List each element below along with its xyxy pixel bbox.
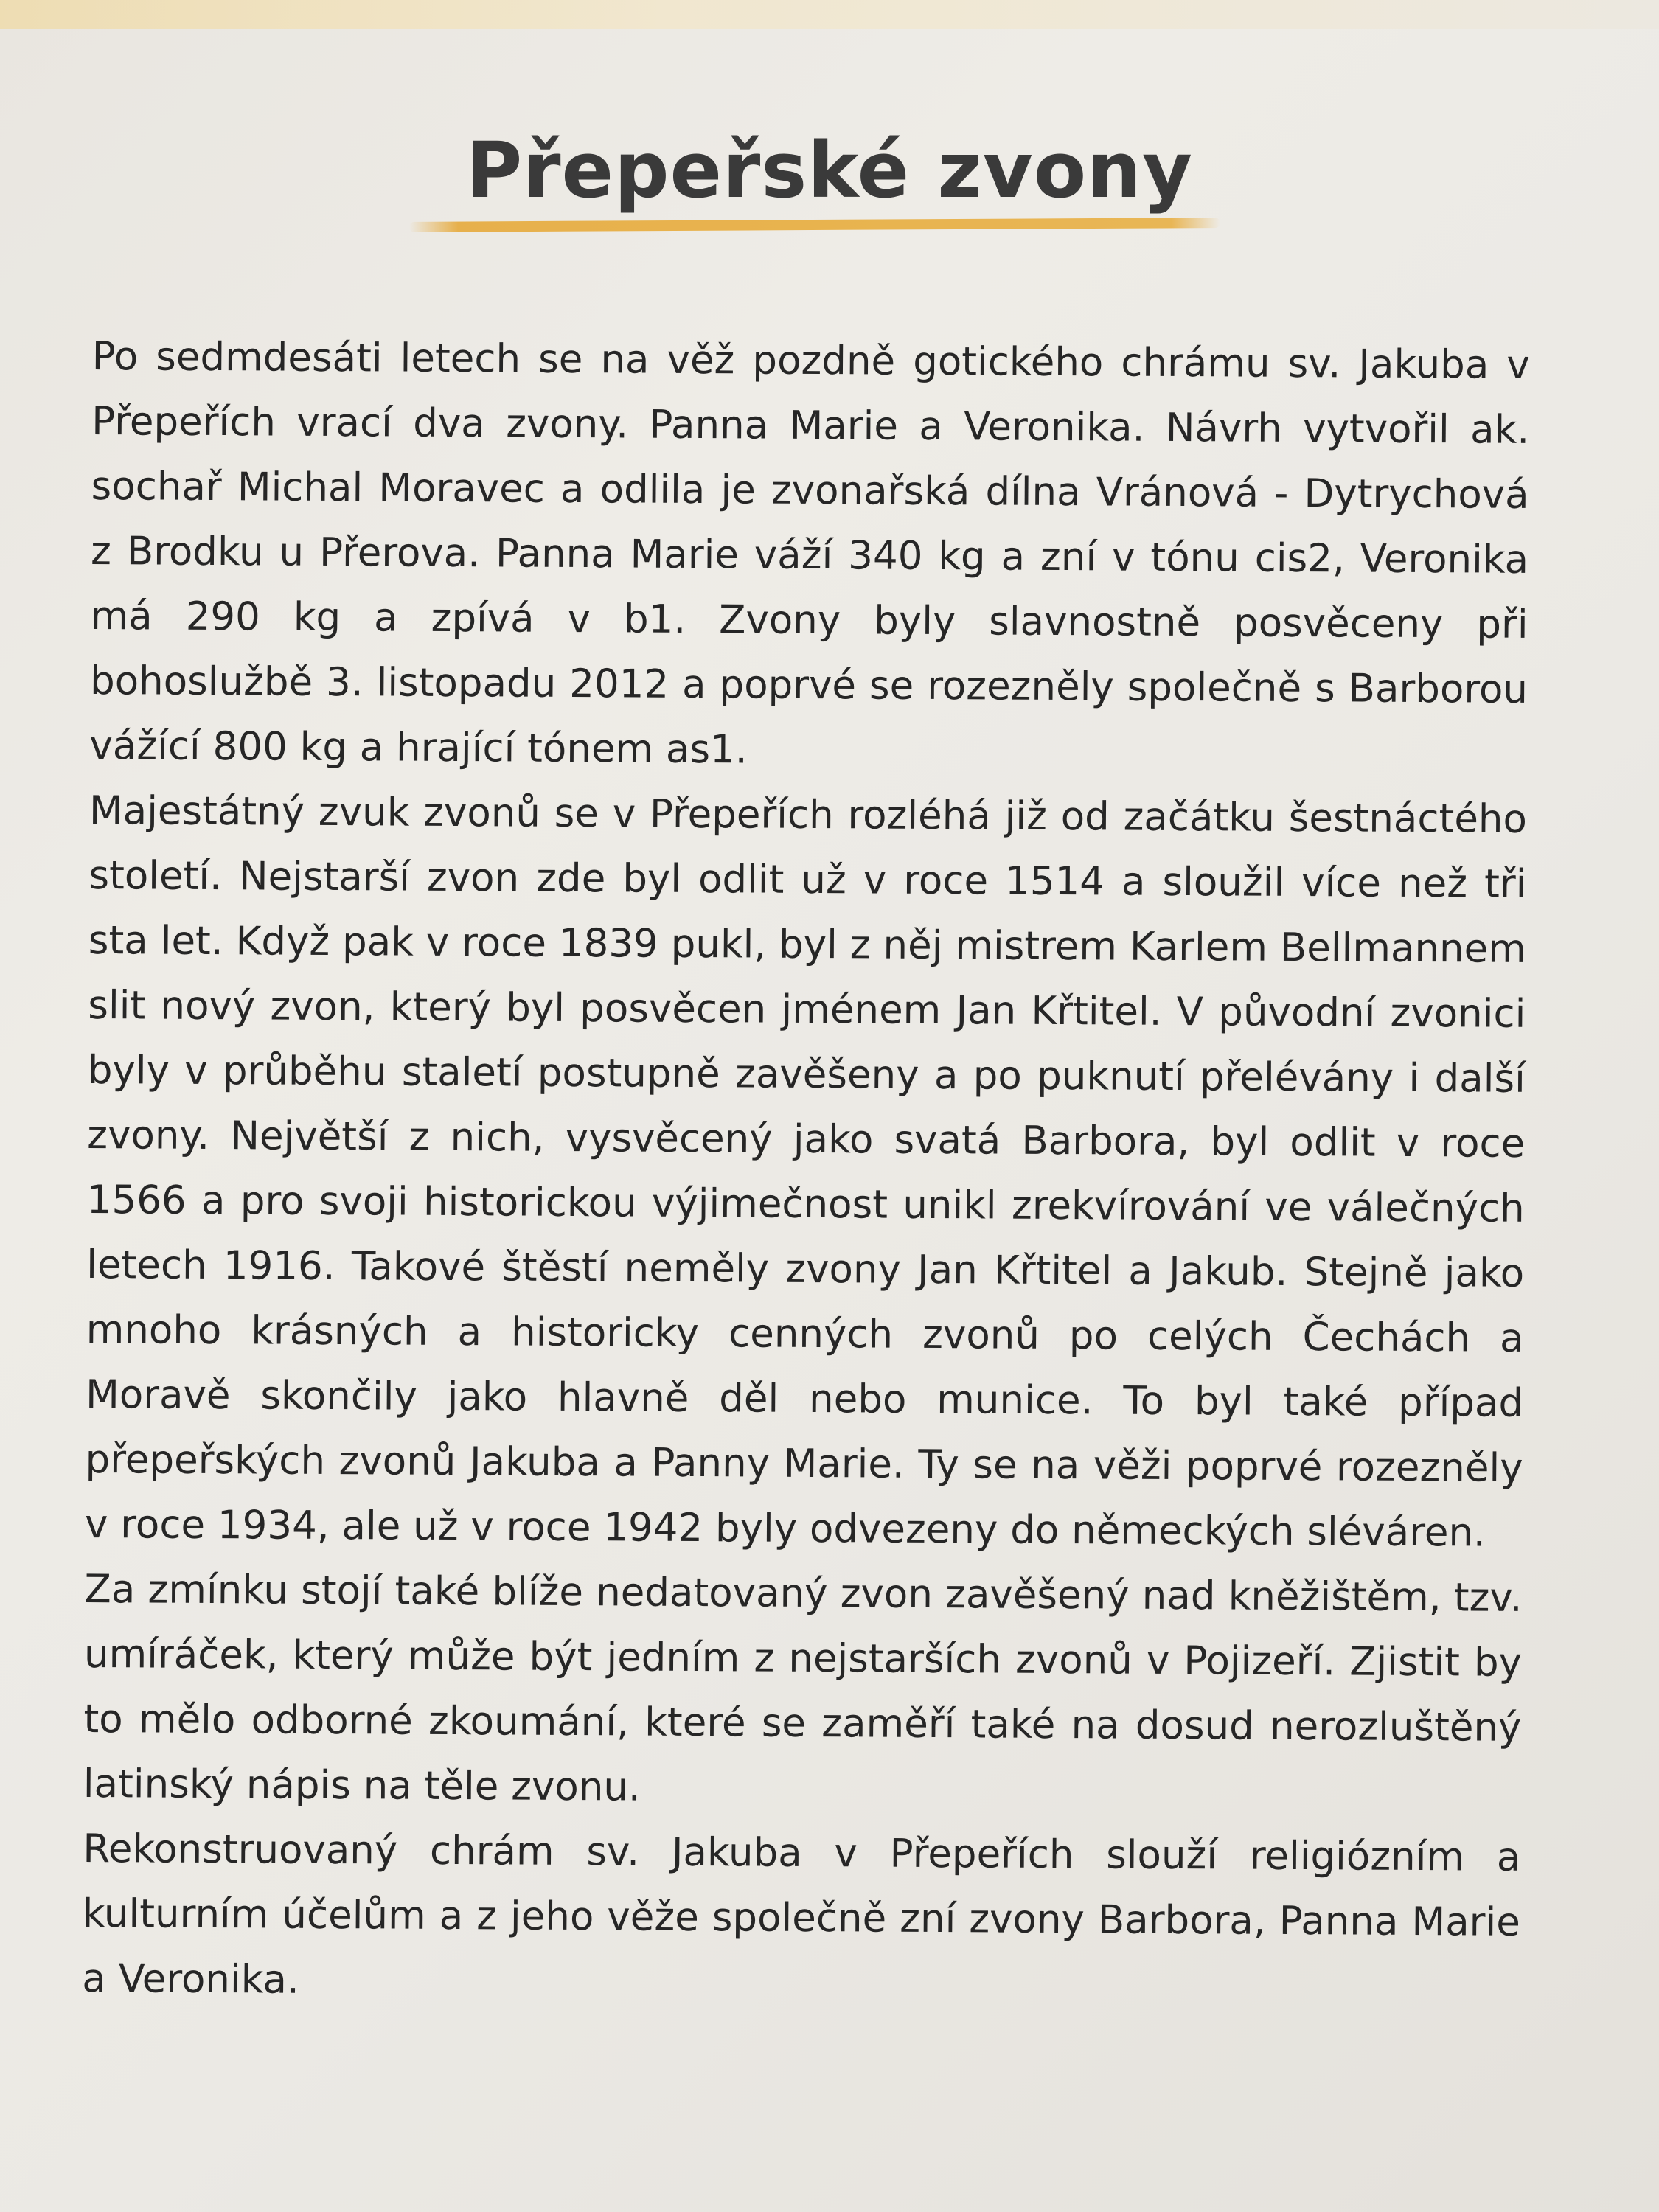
title-container — [0, 125, 1659, 226]
paragraph-reconstruction: Rekonstruovaný chrám sv. Jakuba v Přepeřích slouží religiózním a kulturním účelům a z jeho věže společně zní zvony Barbora, Panna Marie a Veronika. — [82, 1826, 1521, 2003]
document-title: Přepeřské zvony — [466, 125, 1193, 215]
paragraph-umiracek: Za zmínku stojí také blíže nedatovaný zvon zavěšený nad kněžištěm, tzv. umíráček, který může být jedním z nejstarších zvonů v Pojizeří. Zjistit by to mělo odborné zkoumání, které se zaměří také na dosud nerozluštěný latinský nápis na těle zvonu. — [83, 1566, 1523, 1810]
paragraph-history: Majestátný zvuk zvonů se v Přepeřích rozléhá již od začátku šestnáctého století. Nejstarší zvon zde byl odlit už v roce 1514 a sloužil více než tři sta let. Když pak v roce 1839 pukl, byl z něj mistrem Karlem Bellmannem slit nový zvon, který byl posvěcen jménem Jan Křtitel. V původní zvonici byly v průběhu staletí postupně zavěšeny a po puknutí přelévány i další zvony. Největší z nich, vysvěcený jako svatá Barbora, byl odlit v roce 1566 a pro svoji historickou výjimečnost unikl zrekvírování ve válečných letech 1916. Takové štěstí neměly zvony Jan Křtitel a Jakub. Stejně jako mnoho krásných a historicky cenných zvonů po celých Čechách a Moravě skončily jako hlavně děl nebo munice. To byl také případ přepeřských zvonů Jakuba a Panny Marie. Ty se na věži poprvé rozezněly v roce 1934, ale už v roce 1942 byly odvezeny do německých sléváren. — [84, 787, 1528, 1556]
document-body — [82, 324, 1530, 2020]
paragraph-new-bells: Po sedmdesáti letech se na věž pozdně gotického chrámu sv. Jakuba v Přepeřích vrací dva zvony. Panna Marie a Veronika. Návrh vytvořil ak. sochař Michal Moravec a odlila je zvonařská dílna Vránová - Dytrychová z Brodku u Přerova. Panna Marie váží 340 kg a zní v tónu cis2, Veronika má 290 kg a zpívá v b1. Zvony byly slavnostně posvěceny při bohoslužbě 3. listopadu 2012 a poprvé se rozezněly společně s Barborou vážící 800 kg a hrající tónem as1. — [89, 333, 1530, 773]
